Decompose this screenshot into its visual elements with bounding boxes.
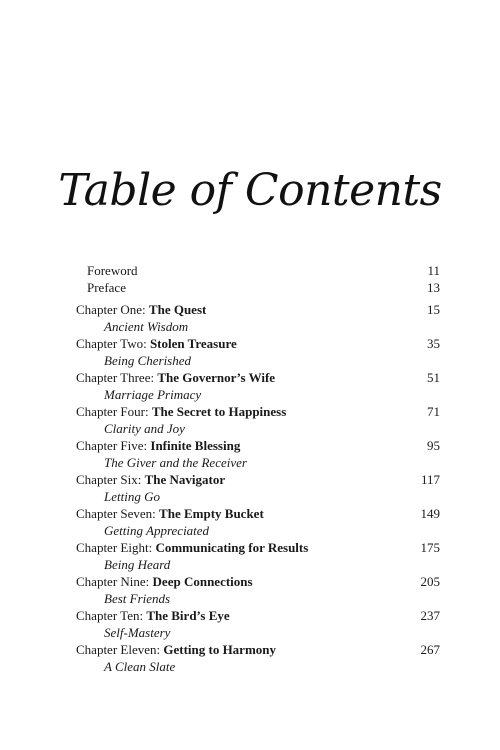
chapter-subtitle: Getting Appreciated bbox=[104, 523, 210, 538]
chapter-number: Chapter Five: bbox=[76, 438, 151, 453]
toc-page-number: 175 bbox=[420, 540, 440, 555]
chapter-subtitle: The Giver and the Receiver bbox=[104, 455, 247, 470]
chapter-number: Chapter Ten: bbox=[76, 608, 147, 623]
chapter-number: Chapter Seven: bbox=[76, 506, 160, 521]
toc-page-number: 13 bbox=[427, 280, 440, 295]
toc-chapter-label bbox=[76, 641, 276, 658]
toc-chapter-entry bbox=[76, 335, 440, 352]
toc-page-number: 15 bbox=[427, 302, 440, 317]
toc-page-number: 267 bbox=[420, 642, 440, 657]
toc-chapter-entry bbox=[76, 641, 440, 658]
chapter-title: Infinite Blessing bbox=[150, 438, 241, 453]
toc-chapter-label bbox=[76, 539, 308, 556]
toc-entry-foreword bbox=[76, 262, 440, 279]
chapter-number: Chapter Two: bbox=[76, 336, 150, 351]
chapter-title: The Navigator bbox=[144, 472, 226, 487]
toc-page-number: 51 bbox=[427, 370, 440, 385]
toc-chapter-entry bbox=[76, 607, 440, 624]
toc-chapter-label bbox=[76, 403, 286, 420]
chapter-subtitle: Marriage Primacy bbox=[104, 387, 202, 402]
chapter-title: The Empty Bucket bbox=[159, 506, 264, 521]
toc-chapter-label bbox=[76, 301, 206, 318]
toc-chapter-label bbox=[76, 335, 237, 352]
toc-chapter-entry bbox=[76, 403, 440, 420]
chapter-number: Chapter One: bbox=[76, 302, 149, 317]
chapter-title: Deep Connections bbox=[152, 574, 253, 589]
toc-chapter-label bbox=[76, 607, 230, 624]
chapter-subtitle: A Clean Slate bbox=[104, 659, 176, 674]
toc-page-number: 95 bbox=[427, 438, 440, 453]
chapter-number: Chapter Eight: bbox=[76, 540, 156, 555]
toc-entry-label: Preface bbox=[87, 280, 126, 295]
chapter-title: Stolen Treasure bbox=[149, 336, 237, 351]
chapter-title: The Secret to Happiness bbox=[151, 404, 287, 419]
toc-chapter-label bbox=[76, 471, 225, 488]
toc-entry-preface bbox=[76, 279, 440, 296]
chapter-number: Chapter Three: bbox=[76, 370, 158, 385]
chapter-subtitle: Ancient Wisdom bbox=[104, 319, 189, 334]
chapter-number: Chapter Nine: bbox=[76, 574, 153, 589]
toc-page-number: 35 bbox=[427, 336, 440, 351]
chapter-number: Chapter Six: bbox=[76, 472, 145, 487]
chapter-title: The Governor’s Wife bbox=[157, 370, 276, 385]
toc-page-number: 237 bbox=[420, 608, 440, 623]
chapter-list bbox=[76, 301, 440, 675]
page-title: Table of Contents bbox=[58, 165, 442, 216]
chapter-subtitle: Self-Mastery bbox=[104, 625, 171, 640]
chapter-title: The Quest bbox=[148, 302, 207, 317]
chapter-title: The Bird’s Eye bbox=[146, 608, 230, 623]
table-of-contents bbox=[76, 262, 440, 675]
chapter-number: Chapter Eleven: bbox=[76, 642, 164, 657]
chapter-title: Getting to Harmony bbox=[163, 642, 277, 657]
chapter-subtitle: Best Friends bbox=[104, 591, 171, 606]
chapter-title: Communicating for Results bbox=[155, 540, 309, 555]
toc-page-number: 149 bbox=[420, 506, 440, 521]
toc-chapter-entry bbox=[76, 301, 440, 318]
toc-chapter-entry bbox=[76, 539, 440, 556]
chapter-subtitle: Being Cherished bbox=[104, 353, 192, 368]
chapter-subtitle: Clarity and Joy bbox=[104, 421, 185, 436]
chapter-subtitle: Being Heard bbox=[104, 557, 171, 572]
toc-chapter-label bbox=[76, 505, 264, 522]
chapter-number: Chapter Four: bbox=[76, 404, 152, 419]
toc-page-number: 205 bbox=[420, 574, 440, 589]
toc-chapter-entry bbox=[76, 471, 440, 488]
toc-chapter-entry bbox=[76, 369, 440, 386]
toc-entry-label: Foreword bbox=[87, 263, 138, 278]
chapter-subtitle: Letting Go bbox=[104, 489, 160, 504]
toc-chapter-label bbox=[76, 573, 253, 590]
toc-chapter-entry bbox=[76, 573, 440, 590]
toc-chapter-label bbox=[76, 369, 275, 386]
toc-page-number: 11 bbox=[427, 263, 440, 278]
toc-page-number: 71 bbox=[427, 404, 440, 419]
toc-chapter-entry bbox=[76, 437, 440, 454]
toc-page-number: 117 bbox=[420, 472, 440, 487]
toc-chapter-label bbox=[76, 437, 240, 454]
toc-chapter-entry bbox=[76, 505, 440, 522]
